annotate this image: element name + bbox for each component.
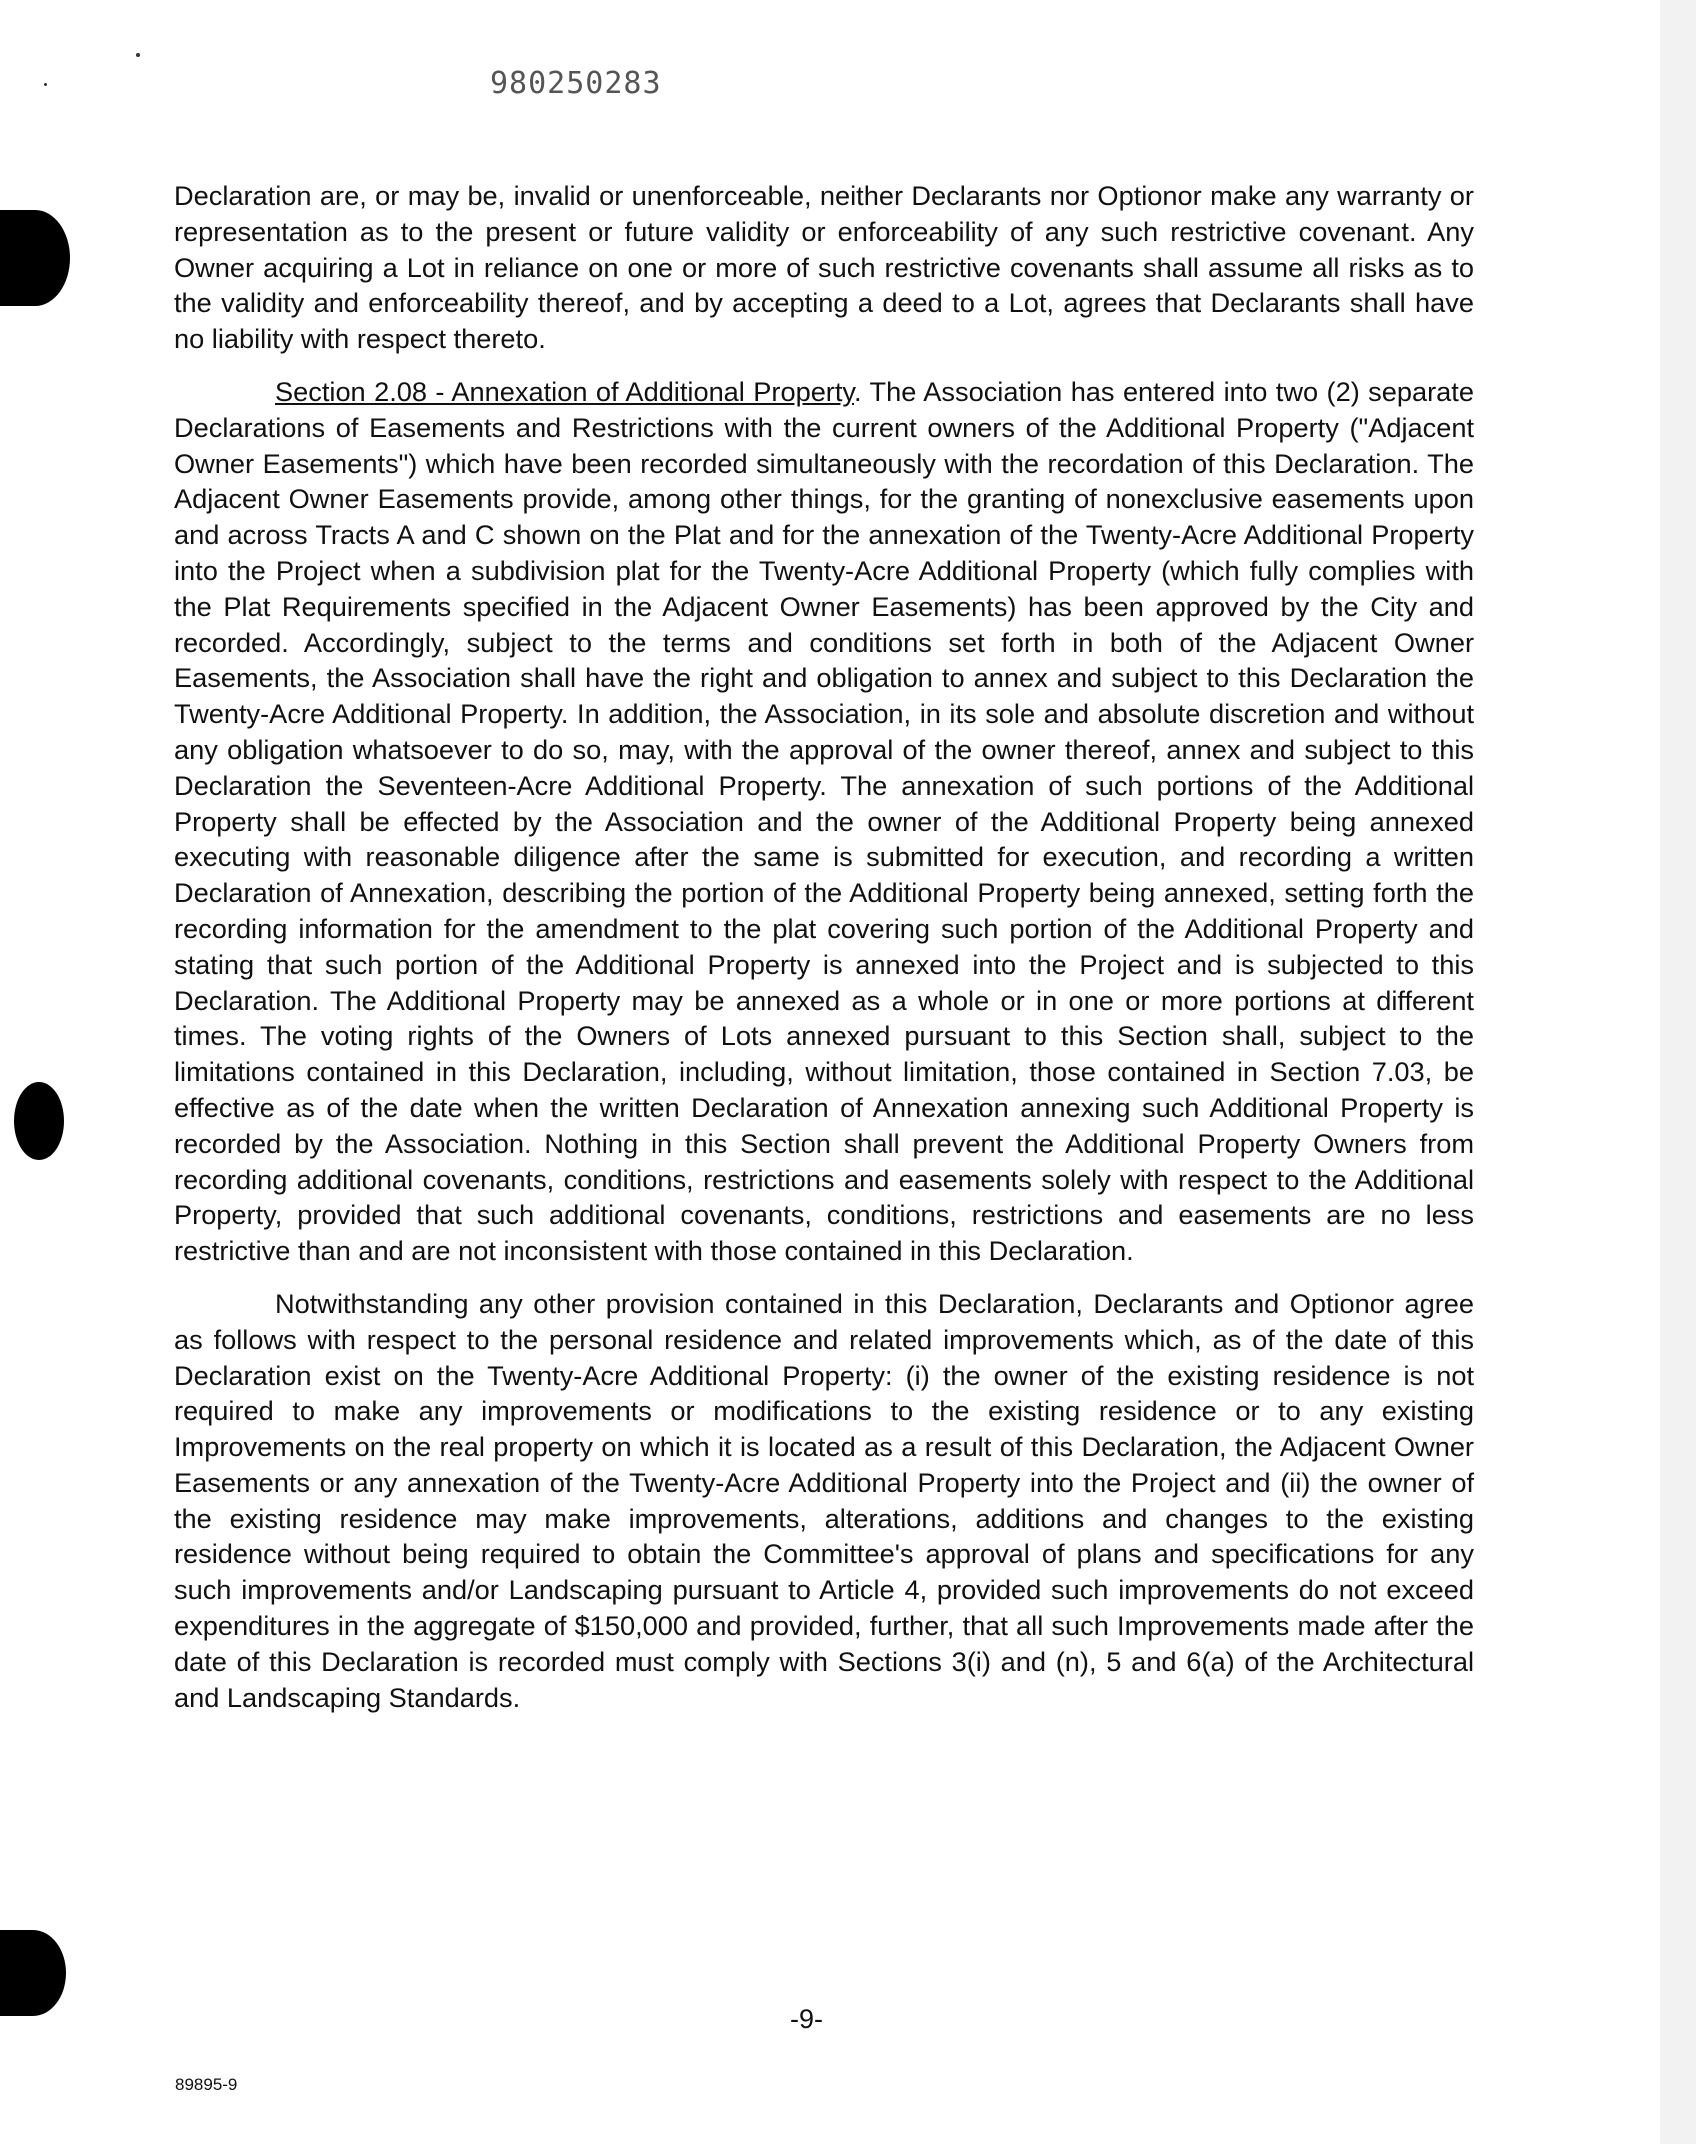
scan-edge-strip [1660,0,1696,2144]
binder-hole-middle [14,1082,64,1160]
paragraph-restrictive-covenants: Declaration are, or may be, invalid or unenforceable, neither Declarants nor Optionor make any warranty or representation as to the present or future validity or enforceability of any such restrictive covenant. Any Owner acquiring a Lot in reliance on one or more of such restrictive covenants shall assume all risks as to the validity and enforceability thereof, and by accepting a deed to a Lot, agrees that Declarants shall have no liability with respect thereto. [174,180,1474,355]
scan-speck [44,83,47,86]
page-number: -9- [790,2004,823,2034]
document-body [174,178,1474,1732]
recording-number: 980250283 [490,66,662,101]
document-code: 89895-9 [175,2075,238,2094]
binder-hole-bottom [0,1930,66,2016]
section-heading-period: . [854,375,862,407]
paragraph-section-2-08 [174,374,1474,1269]
section-body: The Association has entered into two (2) separate Declarations of Easements and Restrictions with the current owners of the Additional Property ("Adjacent Owner Easements") which have been recorded simultaneously with the recordation of this Declaration. The Adjacent Owner Easements provide, among other things, for the granting of nonexclusive easements upon and across Tracts A and C shown on the Plat and for the annexation of the Twenty-Acre Additional Property into the Project when a subdivision plat for the Twenty-Acre Additional Property (which fully complies with the Plat Requirements specified in the Adjacent Owner Easements) has been approved by the City and recorded. Accordingly, subject to the terms and conditions set forth in both of the Adjacent Owner Easements, the Association shall have the right and obligation to annex and subject to this Declaration the Twenty-Acre Additional Property. In addition, the Association, in its sole and absolute discretion and without any obligation whatsoever to do so, may, with the approval of the owner thereof, annex and subject to this Declaration the Seventeen-Acre Additional Property. The annexation of such portions of the Additional Property shall be effected by the Association and the owner of the Additional Property being annexed executing with reasonable diligence after the same is submitted for execution, and recording a written Declaration of Annexation, describing the portion of the Additional Property being annexed, setting forth the recording information for the amendment to the plat covering such portion of the Additional Property and stating that such portion of the Additional Property is annexed into the Project and is subjected to this Declaration. The Additional Property may be annexed as a whole or in one or more portions at different times. The voting rights of the Owners of Lots annexed pursuant to this Section shall, subject to the limitations contained in this Declaration, including, without limitation, those contained in Section 7.03, be effective as of the date when the written Declaration of Annexation annexing such Additional Property is recorded by the Association. Nothing in this Section shall prevent the Additional Property Owners from recording additional covenants, conditions, restrictions and easements solely with respect to the Additional Property, provided that such additional covenants, conditions, restrictions and easements are no less restrictive than and are not inconsistent with those contained in this Declaration. [174,375,1474,1267]
section-heading: Section 2.08 - Annexation of Additional Property [275,375,854,407]
binder-hole-top [0,210,70,306]
paragraph-existing-residence: Notwithstanding any other provision contained in this Declaration, Declarants and Optionor agree as follows with respect to the personal residence and related improvements which, as of the date of this Declaration exist on the Twenty-Acre Additional Property: (i) the owner of the existing residence is not required to make any improvements or modifications to the existing residence or to any existing Improvements on the real property on which it is located as a result of this Declaration, the Adjacent Owner Easements or any annexation of the Twenty-Acre Additional Property into the Project and (ii) the owner of the existing residence may make improvements, alterations, additions and changes to the existing residence without being required to obtain the Committee's approval of plans and specifications for any such improvements and/or Landscaping pursuant to Article 4, provided such improvements do not exceed expenditures in the aggregate of $150,000 and provided, further, that all such Improvements made after the date of this Declaration is recorded must comply with Sections 3(i) and (n), 5 and 6(a) of the Architectural and Landscaping Standards. [174,1287,1474,1713]
scan-speck [136,53,140,57]
